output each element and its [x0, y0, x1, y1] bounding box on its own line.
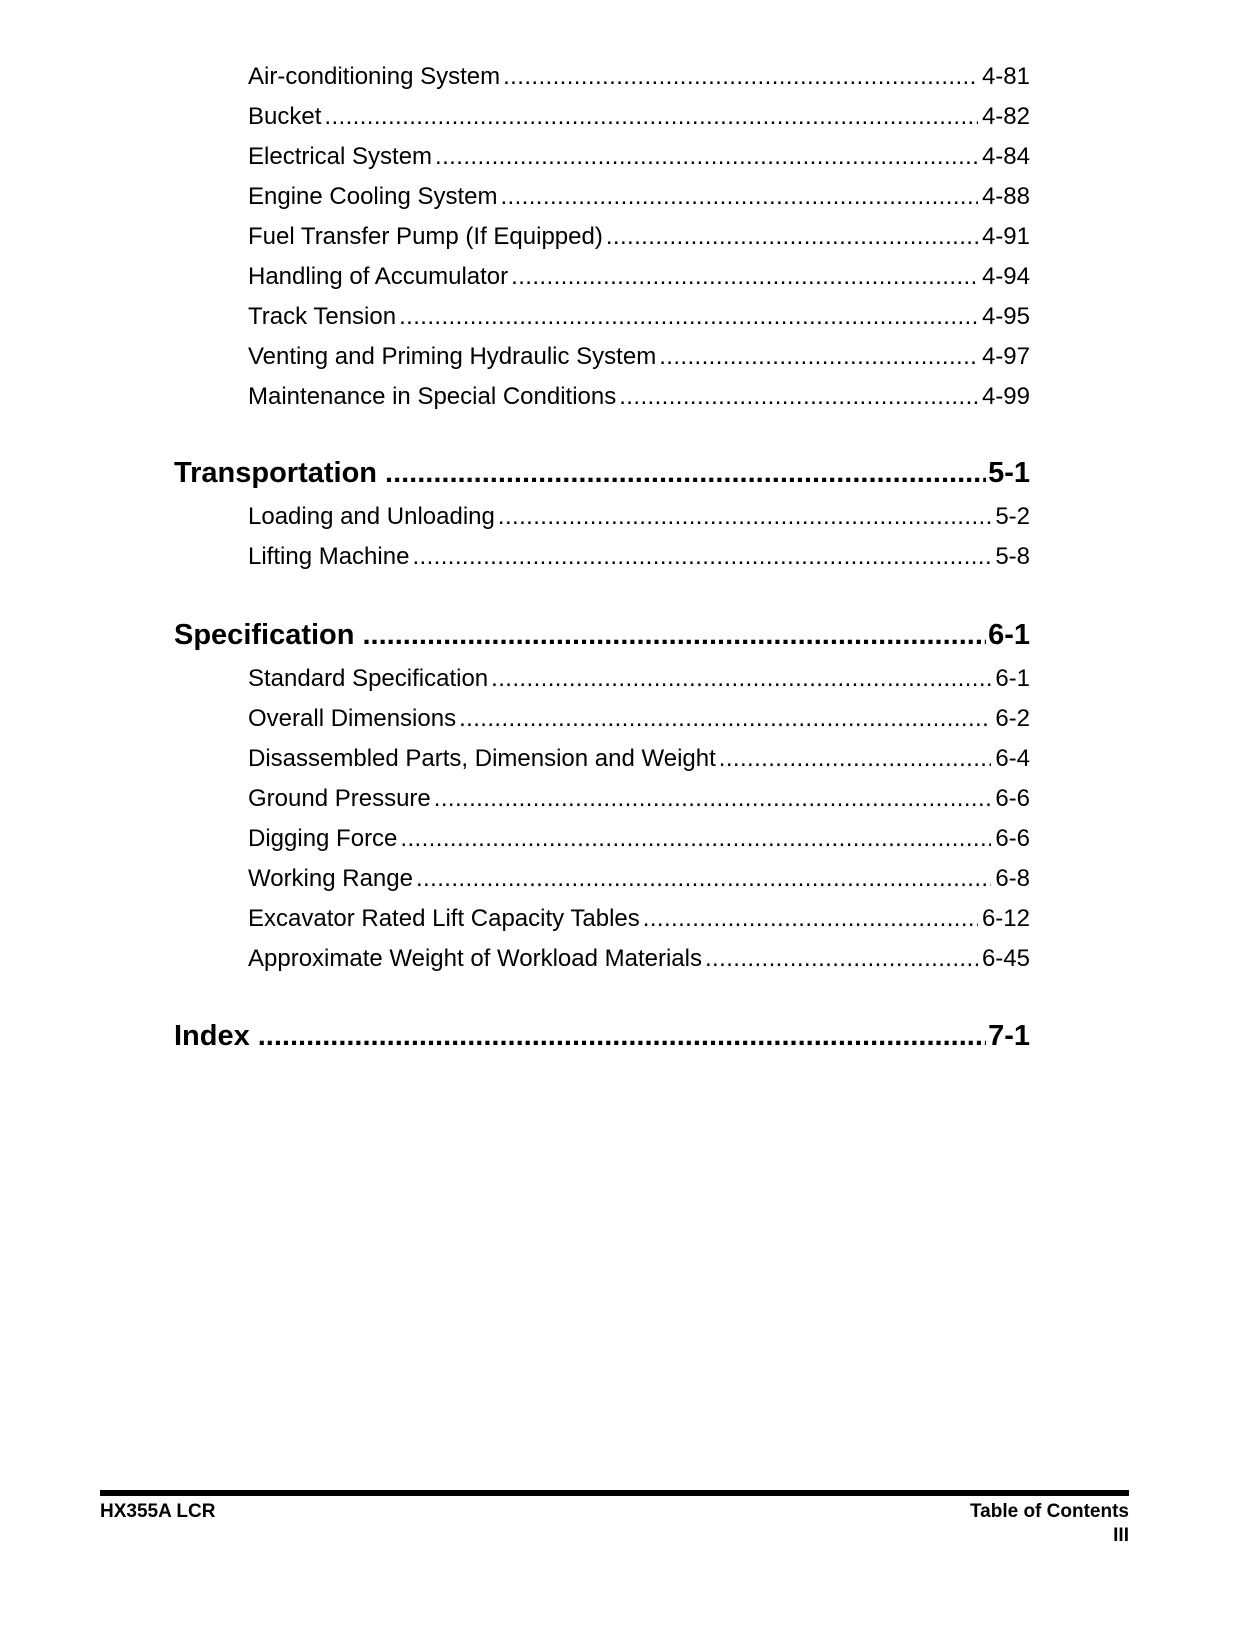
toc-entry-page: 4-95	[981, 303, 1030, 330]
toc-entry-title: Excavator Rated Lift Capacity Tables	[248, 905, 640, 932]
toc-entry-electrical-system[interactable]	[248, 142, 1030, 172]
toc-entry-title: Venting and Priming Hydraulic System	[248, 343, 657, 370]
toc-entry-title: Working Range	[248, 865, 413, 892]
dot-leader	[412, 542, 991, 572]
dot-leader	[705, 944, 978, 974]
toc-chapter-page: 7-1	[988, 1020, 1030, 1052]
toc-entry-title: Standard Specification	[248, 665, 489, 692]
toc-chapter-index[interactable]	[174, 1018, 1030, 1054]
dot-leader	[619, 382, 978, 412]
toc-entry-digging-force[interactable]	[248, 824, 1030, 854]
toc-entry-page: 4-88	[981, 183, 1030, 210]
footer-section-title: Table of Contents	[969, 1501, 1129, 1522]
toc-entry-page: 6-8	[995, 865, 1030, 892]
toc-chapter-page: 6-1	[988, 619, 1030, 651]
dot-leader	[363, 617, 987, 653]
dot-leader	[503, 62, 978, 92]
toc-entry-title: Overall Dimensions	[248, 705, 457, 732]
toc-entry-title: Handling of Accumulator	[248, 263, 509, 290]
toc-entry-bucket[interactable]	[248, 102, 1030, 132]
toc-entry-title: Engine Cooling System	[248, 183, 498, 210]
toc-entry-title: Digging Force	[248, 825, 398, 852]
toc-entry-title: Maintenance in Special Conditions	[248, 383, 617, 410]
dot-leader	[400, 824, 991, 854]
toc-chapter-title: Index	[174, 1020, 250, 1052]
dot-leader	[491, 664, 991, 694]
toc-entry-disassembled-parts[interactable]	[248, 744, 1030, 774]
toc-entry-ground-pressure[interactable]	[248, 784, 1030, 814]
toc-entry-handling-of-accumulator[interactable]	[248, 262, 1030, 292]
dot-leader	[659, 342, 978, 372]
dot-leader	[258, 1018, 986, 1054]
toc-entry-engine-cooling-system[interactable]	[248, 182, 1030, 212]
toc-entry-page: 5-8	[995, 543, 1030, 570]
toc-entry-title: Loading and Unloading	[248, 503, 495, 530]
toc-entry-page: 6-12	[981, 905, 1030, 932]
footer-right	[970, 1500, 1129, 1548]
dot-leader	[511, 262, 978, 292]
toc-entry-venting-and-priming[interactable]	[248, 342, 1030, 372]
toc-chapter-title: Transportation	[174, 457, 378, 489]
toc-entry-title: Electrical System	[248, 143, 433, 170]
dot-leader	[606, 222, 978, 252]
dot-leader	[416, 864, 991, 894]
toc-entry-page: 4-99	[981, 383, 1030, 410]
toc-entry-lift-capacity-tables[interactable]	[248, 904, 1030, 934]
toc-entry-page: 4-94	[981, 263, 1030, 290]
dot-leader	[399, 302, 978, 332]
toc-entry-loading-and-unloading[interactable]	[248, 502, 1030, 532]
toc-entry-page: 6-4	[995, 745, 1030, 772]
toc-entry-lifting-machine[interactable]	[248, 542, 1030, 572]
toc-chapter-transportation[interactable]	[174, 455, 1030, 491]
toc-entry-page: 4-81	[981, 63, 1030, 90]
toc-chapter-page: 5-1	[988, 457, 1030, 489]
toc-entry-track-tension[interactable]	[248, 302, 1030, 332]
toc-entry-page: 6-6	[995, 825, 1030, 852]
toc-entry-page: 4-84	[981, 143, 1030, 170]
footer-rule	[100, 1490, 1129, 1496]
toc-entry-title: Air-conditioning System	[248, 63, 501, 90]
toc-entry-page: 6-2	[995, 705, 1030, 732]
toc-entry-maintenance-special-conditions[interactable]	[248, 382, 1030, 412]
dot-leader	[719, 744, 992, 774]
toc-entry-title: Disassembled Parts, Dimension and Weight	[248, 745, 716, 772]
toc-entry-title: Lifting Machine	[248, 543, 410, 570]
footer-model: HX355A LCR	[100, 1501, 216, 1522]
dot-leader	[498, 502, 991, 532]
toc-entry-page: 6-1	[995, 665, 1030, 692]
dot-leader	[643, 904, 978, 934]
toc-entry-page: 5-2	[995, 503, 1030, 530]
toc-entry-standard-specification[interactable]	[248, 664, 1030, 694]
toc-entry-page: 4-91	[981, 223, 1030, 250]
dot-leader	[435, 142, 978, 172]
toc-entry-page: 4-97	[981, 343, 1030, 370]
toc-entry-air-conditioning-system[interactable]	[248, 62, 1030, 92]
toc-entry-title: Bucket	[248, 103, 322, 130]
toc-chapter-title: Specification	[174, 619, 355, 651]
toc-entry-title: Fuel Transfer Pump (If Equipped)	[248, 223, 603, 250]
toc-chapter-specification[interactable]	[174, 617, 1030, 653]
dot-leader	[385, 455, 986, 491]
toc-entry-page: 4-82	[981, 103, 1030, 130]
toc-entry-title: Track Tension	[248, 303, 397, 330]
toc-entry-page: 6-45	[981, 945, 1030, 972]
toc-entry-title: Ground Pressure	[248, 785, 431, 812]
toc-entry-page: 6-6	[995, 785, 1030, 812]
dot-leader	[500, 182, 977, 212]
footer-page-number: III	[1113, 1525, 1129, 1546]
toc-entry-fuel-transfer-pump[interactable]	[248, 222, 1030, 252]
dot-leader	[324, 102, 978, 132]
dot-leader	[434, 784, 992, 814]
toc-entry-overall-dimensions[interactable]	[248, 704, 1030, 734]
toc-entry-workload-materials[interactable]	[248, 944, 1030, 974]
toc-entry-working-range[interactable]	[248, 864, 1030, 894]
dot-leader	[459, 704, 991, 734]
toc-entry-title: Approximate Weight of Workload Materials	[248, 945, 702, 972]
